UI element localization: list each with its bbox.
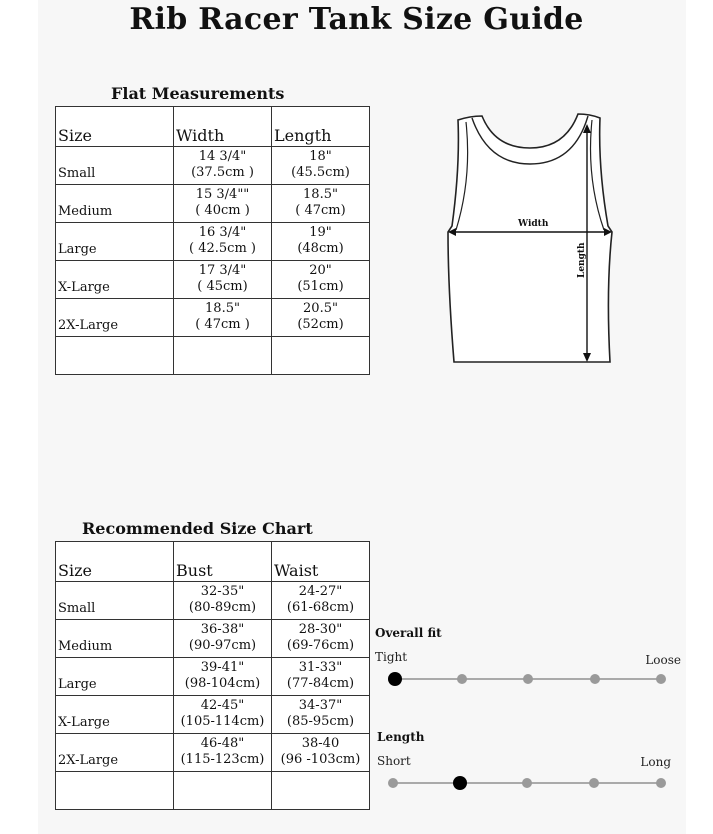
- empty-cell: [174, 337, 272, 375]
- bust-cm: (115-123cm): [180, 752, 265, 767]
- bust-cell: [174, 696, 272, 734]
- scale-dot: [522, 778, 532, 788]
- waist-cm: (77-84cm): [286, 676, 355, 691]
- waist-inches: 31-33": [298, 660, 343, 675]
- size-cell: Medium: [56, 185, 174, 223]
- size-cell: 2X-Large: [56, 734, 174, 772]
- width-cm: (37.5cm ): [191, 165, 254, 180]
- width-cm: ( 45cm): [197, 279, 248, 294]
- size-cell: X-Large: [56, 261, 174, 299]
- table-row: [56, 658, 370, 696]
- overall-fit-right-label: Loose: [645, 653, 681, 667]
- size-cell: Large: [56, 223, 174, 261]
- waist-inches: 24-27": [298, 584, 343, 599]
- size-cell: Small: [56, 582, 174, 620]
- size-cell: Small: [56, 147, 174, 185]
- bust-inches: 36-38": [200, 622, 245, 637]
- header-length: Length: [272, 107, 370, 147]
- width-cm: ( 40cm ): [195, 203, 250, 218]
- width-cm: ( 42.5cm ): [189, 241, 256, 256]
- length-fit-title: Length: [377, 730, 425, 744]
- width-inches: 17 3/4": [198, 263, 247, 278]
- bust-inches: 46-48": [200, 736, 245, 751]
- overall-fit-scale: [375, 626, 685, 696]
- scale-dot-selected: [388, 672, 402, 686]
- flat-measurements-title: Flat Measurements: [111, 84, 285, 103]
- width-label: Width: [518, 219, 549, 229]
- table-row-empty: [56, 772, 370, 810]
- length-fit-right-label: Long: [640, 755, 671, 769]
- length-inches: 18": [309, 149, 332, 164]
- waist-cm: (85-95cm): [286, 714, 355, 729]
- length-cm: (52cm): [297, 317, 344, 332]
- bust-cell: [174, 620, 272, 658]
- length-cell: [272, 299, 370, 337]
- scale-dot: [388, 778, 398, 788]
- width-cell: [174, 223, 272, 261]
- bust-cm: (98-104cm): [184, 676, 261, 691]
- waist-cell: [272, 658, 370, 696]
- size-cell: Medium: [56, 620, 174, 658]
- length-cm: (48cm): [297, 241, 344, 256]
- length-cell: [272, 147, 370, 185]
- overall-fit-title: Overall fit: [375, 626, 442, 640]
- table-row: [56, 299, 370, 337]
- length-fit-scale: [377, 730, 687, 800]
- table-row: [56, 582, 370, 620]
- width-cm: ( 47cm ): [195, 317, 250, 332]
- waist-inches: 34-37": [298, 698, 343, 713]
- width-cell: [174, 185, 272, 223]
- table-row: [56, 620, 370, 658]
- waist-cm: (96 -103cm): [280, 752, 361, 767]
- width-inches: 14 3/4": [198, 149, 247, 164]
- length-inches: 20": [309, 263, 332, 278]
- waist-cell: [272, 620, 370, 658]
- length-label: Length: [577, 242, 587, 278]
- length-fit-left-label: Short: [377, 754, 411, 768]
- tank-outline-graphic: [440, 108, 620, 368]
- scale-dot: [656, 778, 666, 788]
- scale-dot: [656, 674, 666, 684]
- table-row: [56, 696, 370, 734]
- recommended-size-chart-title: Recommended Size Chart: [82, 519, 313, 538]
- length-inches: 18.5": [303, 187, 338, 202]
- length-cm: (45.5cm): [291, 165, 350, 180]
- waist-cell: [272, 734, 370, 772]
- width-cell: [174, 299, 272, 337]
- length-inches: 20.5": [303, 301, 338, 316]
- bust-inches: 42-45": [200, 698, 245, 713]
- bust-cm: (80-89cm): [188, 600, 257, 615]
- bust-inches: 32-35": [200, 584, 245, 599]
- scale-dot: [590, 674, 600, 684]
- waist-inches: 38-40: [301, 736, 340, 751]
- recommended-size-table: [55, 541, 370, 810]
- table-row: [56, 185, 370, 223]
- table-row: [56, 223, 370, 261]
- width-cell: [174, 261, 272, 299]
- scale-dot: [457, 674, 467, 684]
- bust-cell: [174, 658, 272, 696]
- header-width: Width: [174, 107, 272, 147]
- length-cm: ( 47cm): [295, 203, 346, 218]
- bust-cm: (90-97cm): [188, 638, 257, 653]
- table-row: [56, 147, 370, 185]
- empty-cell: [56, 337, 174, 375]
- waist-inches: 28-30": [298, 622, 343, 637]
- bust-cell: [174, 734, 272, 772]
- waist-cm: (69-76cm): [286, 638, 355, 653]
- scale-dot: [523, 674, 533, 684]
- empty-cell: [272, 772, 370, 810]
- scale-dot: [589, 778, 599, 788]
- empty-cell: [174, 772, 272, 810]
- empty-cell: [272, 337, 370, 375]
- table-header-row: [56, 542, 370, 582]
- table-row: [56, 261, 370, 299]
- overall-fit-left-label: Tight: [375, 650, 408, 664]
- waist-cm: (61-68cm): [286, 600, 355, 615]
- length-cell: [272, 261, 370, 299]
- length-cell: [272, 185, 370, 223]
- width-inches: 16 3/4": [198, 225, 247, 240]
- table-row: [56, 734, 370, 772]
- header-size: Size: [56, 107, 174, 147]
- waist-cell: [272, 696, 370, 734]
- header-bust: Bust: [174, 542, 272, 582]
- width-inches: 15 3/4"": [195, 187, 250, 202]
- length-cm: (51cm): [297, 279, 344, 294]
- table-row-empty: [56, 337, 370, 375]
- header-size: Size: [56, 542, 174, 582]
- size-cell: Large: [56, 658, 174, 696]
- table-header-row: [56, 107, 370, 147]
- empty-cell: [56, 772, 174, 810]
- length-cell: [272, 223, 370, 261]
- flat-measurements-table: [55, 106, 370, 375]
- bust-cell: [174, 582, 272, 620]
- width-inches: 18.5": [205, 301, 240, 316]
- tank-diagram: [440, 108, 620, 368]
- header-waist: Waist: [272, 542, 370, 582]
- bust-cm: (105-114cm): [180, 714, 265, 729]
- size-cell: 2X-Large: [56, 299, 174, 337]
- width-cell: [174, 147, 272, 185]
- scale-dot-selected: [453, 776, 467, 790]
- size-cell: X-Large: [56, 696, 174, 734]
- waist-cell: [272, 582, 370, 620]
- length-inches: 19": [309, 225, 332, 240]
- bust-inches: 39-41": [200, 660, 245, 675]
- page-title: Rib Racer Tank Size Guide: [129, 2, 584, 37]
